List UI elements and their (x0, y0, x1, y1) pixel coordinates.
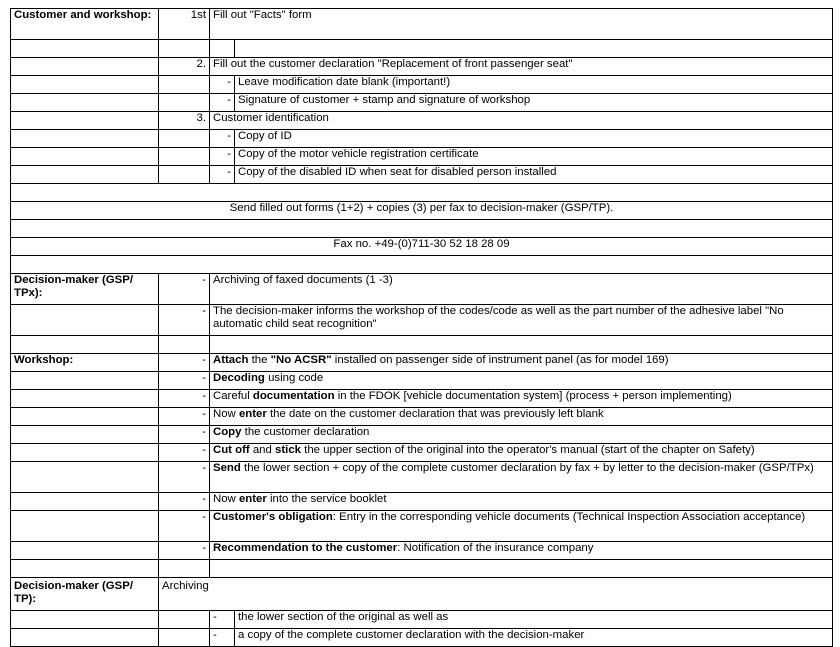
dash-marker: - (159, 444, 210, 462)
dash-marker: - (210, 611, 235, 629)
dash-marker: - (210, 166, 235, 184)
table-row (11, 112, 833, 130)
workshop-item: Copy the customer declaration (210, 426, 833, 444)
fax-number: Fax no. +49-(0)711-30 52 18 28 09 (11, 238, 833, 256)
send-instruction: Send filled out forms (1+2) + copies (3) per fax to decision-maker (GSP/TP). (11, 202, 833, 220)
workshop-item: Send the lower section + copy of the complete customer declaration by fax + by letter to the decision-maker (GSP/TPx) (210, 462, 833, 493)
dash-marker: - (210, 629, 235, 647)
table-row (11, 629, 833, 647)
table-row (11, 611, 833, 629)
dash-marker: - (159, 408, 210, 426)
table-row (11, 238, 833, 256)
decision-item: Archiving of faxed documents (1 -3) (210, 274, 833, 305)
dash-marker: - (210, 76, 235, 94)
dash-marker: - (159, 372, 210, 390)
table-row (11, 578, 833, 611)
table-row (11, 40, 833, 58)
dash-marker: - (210, 94, 235, 112)
step-text: Customer identification (210, 112, 833, 130)
sub-step-text: Copy of the disabled ID when seat for disabled person installed (235, 166, 833, 184)
table-row (11, 94, 833, 112)
procedure-table (10, 8, 833, 647)
dash-marker: - (159, 305, 210, 336)
table-row (11, 560, 833, 578)
step-number: 2. (159, 58, 210, 76)
table-row (11, 462, 833, 493)
archiving-heading: Archiving (159, 578, 833, 611)
table-row (11, 148, 833, 166)
table-row (11, 9, 833, 40)
table-row (11, 542, 833, 560)
table-row (11, 166, 833, 184)
table-row (11, 274, 833, 305)
table-row (11, 354, 833, 372)
dash-marker: - (159, 542, 210, 560)
table-row (11, 202, 833, 220)
table-row (11, 256, 833, 274)
sub-step-text: Leave modification date blank (important!) (235, 76, 833, 94)
step-text: Fill out "Facts" form (210, 9, 833, 40)
table-row (11, 511, 833, 542)
archiving-item: the lower section of the original as well as (235, 611, 833, 629)
step-number: 1st (159, 9, 210, 40)
table-row (11, 408, 833, 426)
table-row (11, 58, 833, 76)
workshop-item: Recommendation to the customer: Notification of the insurance company (210, 542, 833, 560)
workshop-item: Decoding using code (210, 372, 833, 390)
workshop-item: Cut off and stick the upper section of the original into the operator's manual (start of the chapter on Safety) (210, 444, 833, 462)
workshop-item: Now enter into the service booklet (210, 493, 833, 511)
workshop-item: Now enter the date on the customer declaration that was previously left blank (210, 408, 833, 426)
dash-marker: - (159, 354, 210, 372)
section-label-decision-maker-final: Decision-maker (GSP/ TP): (11, 578, 159, 611)
dash-marker: - (159, 493, 210, 511)
dash-marker: - (210, 130, 235, 148)
table-row (11, 372, 833, 390)
table-row (11, 220, 833, 238)
table-row (11, 426, 833, 444)
table-row (11, 390, 833, 408)
table-row (11, 184, 833, 202)
dash-marker: - (159, 426, 210, 444)
dash-marker: - (159, 390, 210, 408)
workshop-item: Careful documentation in the FDOK [vehicle documentation system] (process + person implementing) (210, 390, 833, 408)
table-row (11, 493, 833, 511)
section-label-decision-maker: Decision-maker (GSP/ TPx): (11, 274, 159, 305)
workshop-item: Customer's obligation: Entry in the corresponding vehicle documents (Technical Inspection Association acceptance) (210, 511, 833, 542)
dash-marker: - (210, 148, 235, 166)
dash-marker: - (159, 511, 210, 542)
dash-marker: - (159, 462, 210, 493)
step-number: 3. (159, 112, 210, 130)
workshop-item: Attach the "No ACSR" installed on passenger side of instrument panel (as for model 169) (210, 354, 833, 372)
section-label-customer: Customer and workshop: (11, 9, 159, 40)
sub-step-text: Copy of the motor vehicle registration certificate (235, 148, 833, 166)
sub-step-text: Signature of customer + stamp and signature of workshop (235, 94, 833, 112)
decision-item: The decision-maker informs the workshop of the codes/code as well as the part number of the adhesive label "No automatic child seat recognition" (210, 305, 833, 336)
table-row (11, 444, 833, 462)
table-row (11, 130, 833, 148)
sub-step-text: Copy of ID (235, 130, 833, 148)
dash-marker: - (159, 274, 210, 305)
table-row (11, 76, 833, 94)
section-label-workshop: Workshop: (11, 354, 159, 372)
archiving-item: a copy of the complete customer declaration with the decision-maker (235, 629, 833, 647)
table-row (11, 336, 833, 354)
table-row (11, 305, 833, 336)
step-text: Fill out the customer declaration "Replacement of front passenger seat" (210, 58, 833, 76)
